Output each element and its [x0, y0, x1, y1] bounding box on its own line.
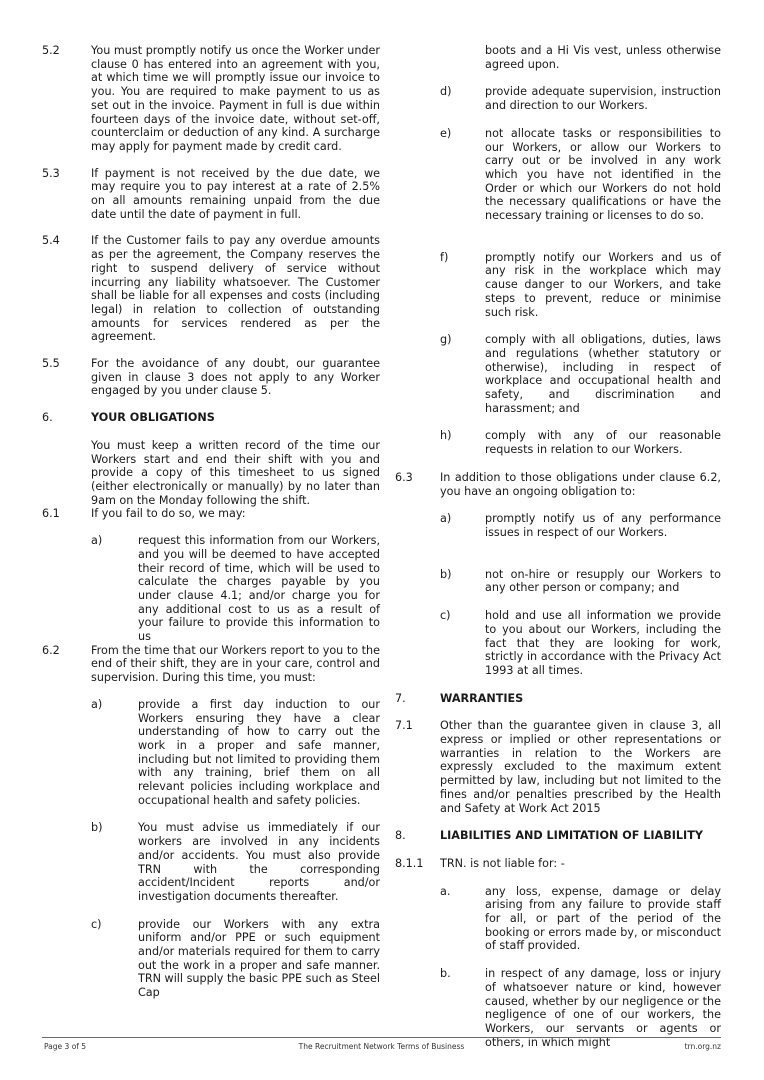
clause-6-2-c	[42, 918, 380, 1000]
clause-6-2-d	[399, 85, 721, 112]
clause-text: Other than the guarantee given in clause 3, all express or implied or other representations or warranties in relation to the Workers are expressly excluded to the maximum extent permitted by law, including but not limited to the fines and/or penalties prescribed by the Health and Safety at Work Act 2015	[440, 719, 721, 815]
clause-letter: c)	[440, 609, 451, 623]
footer-website: trn.org.nz	[684, 1042, 721, 1051]
clause-text: not on-hire or resupply our Workers to any other person or company; and	[485, 567, 721, 595]
clause-letter: h)	[440, 429, 452, 443]
clause-letter: d)	[440, 85, 452, 99]
clause-text: in respect of any damage, loss or injury of whatsoever nature or kind, however caused, whether by our negligence or the negligence of one of our workers, the Workers, our servants or agents or others, in which might	[485, 967, 721, 1049]
clause-number: 6.2	[42, 643, 60, 657]
clause-text: comply with any of our reasonable requests in relation to our Workers.	[485, 429, 721, 457]
clause-text: In addition to those obligations under clause 6.2, you have an ongoing obligation to:	[440, 470, 721, 498]
clause-6-3	[395, 470, 721, 498]
clause-number: 5.5	[42, 357, 60, 371]
clause-6-3-c	[399, 609, 721, 678]
clause-number: 7.1	[395, 719, 413, 733]
clause-text: provide a first day induction to our Workers ensuring they have a clear understanding of how to carry out the work in a proper and safe manner, including but not limited to providing them with any training, brief them on all relevant policies including workplace and occupational health and safety policies.	[138, 697, 380, 807]
clause-6-3-a	[399, 512, 721, 539]
clause-6-2-g	[399, 333, 721, 415]
clause-letter: b.	[440, 967, 451, 981]
section-heading-8	[395, 829, 721, 843]
clause-letter: b)	[440, 567, 452, 581]
left-column	[42, 44, 380, 1000]
section-number: 6.	[42, 411, 53, 425]
clause-6-1-a	[42, 534, 380, 644]
clause-text: You must advise us immediately if our workers are involved in any incidents and/or accidents. You must also provide TRN with the corresponding accident/Incident reports and/or investigation documents thereafter.	[138, 821, 380, 903]
clause-6-2-a	[42, 698, 380, 808]
clause-number: 5.2	[42, 44, 60, 57]
clause-6-intro	[42, 439, 380, 508]
clause-5-3	[42, 167, 380, 222]
clause-number: 5.4	[42, 234, 60, 248]
clause-letter: a.	[440, 884, 451, 898]
clause-text: If payment is not received by the due date, we may require you to pay interest at a rate of 2.5% on all amounts remaining unpaid from the due date until the date of payment in full.	[91, 166, 380, 221]
clause-text: not allocate tasks or responsibilities to our Workers, or allow our Workers to carry out or be involved in any work which you have not identified in the Order or which our Workers do not hold the necessary qualifications or have the necessary training or licenses to do so.	[485, 126, 721, 223]
clause-text: boots and a Hi Vis vest, unless otherwise agreed upon.	[485, 44, 721, 71]
clause-letter: c)	[91, 917, 102, 931]
clause-6-2-e	[399, 127, 721, 223]
clause-text: request this information from our Workers, and you will be deemed to have accepted their record of time, which will be used to calculate the charges payable by you under clause 4.1; and/or charge you for any additional cost to us as a result of your failure to provide this information to us	[138, 534, 380, 644]
clause-letter: g)	[440, 333, 452, 347]
clause-letter: b)	[91, 821, 103, 835]
clause-letter: a)	[91, 697, 103, 711]
clause-8-1-1	[395, 856, 721, 871]
section-title: YOUR OBLIGATIONS	[91, 411, 215, 425]
clause-text: hold and use all information we provide to you about our Workers, including the fact that they are looking for work, strictly in accordance with the Privacy Act 1993 at all times.	[485, 609, 721, 677]
clause-text: any loss, expense, damage or delay arising from any failure to provide staff for all, or part of the period of the booking or errors made by, or misconduct of staff provided.	[485, 884, 721, 953]
section-title: WARRANTIES	[440, 691, 524, 705]
clause-number: 6.3	[395, 470, 413, 484]
section-heading-7	[395, 691, 721, 706]
section-number: 8.	[395, 829, 406, 843]
section-number: 7.	[395, 691, 406, 705]
clause-letter: a)	[91, 534, 103, 548]
clause-text: For the avoidance of any doubt, our guarantee given in clause 3 does not apply to any Worker engaged by you under clause 5.	[91, 357, 380, 398]
clause-6-2-f	[399, 251, 721, 320]
clause-text: You must promptly notify us once the Worker under clause 0 has entered into an agreement with you, at which time we will promptly issue our invoice to you. You are required to make payment to us as set out in the invoice. Payment in full is due within fourteen days of the invoice date, without set-off, counterclaim or deduction of any kind. A surcharge may apply for payment made by credit card.	[91, 44, 380, 153]
clause-letter: e)	[440, 126, 452, 140]
clause-text: promptly notify us of any performance issues in respect of our Workers.	[485, 512, 721, 539]
clause-7-1	[395, 719, 721, 815]
clause-text: If the Customer fails to pay any overdue amounts as per the agreement, the Company reserves the right to suspend delivery of service without incurring any liability whatsoever. The Customer shall be liable for all expenses and costs (including legal) in relation to collection of outstanding amounts for services rendered as per the agreement.	[91, 234, 380, 344]
footer-document-title: The Recruitment Network Terms of Business	[298, 1042, 465, 1051]
page-number: Page 3 of 5	[44, 1042, 87, 1051]
clause-6-2-b	[42, 821, 380, 903]
clause-letter: a)	[440, 512, 452, 526]
page-footer	[42, 1037, 721, 1051]
clause-number: 6.1	[42, 507, 60, 521]
clause-6-3-b	[399, 568, 721, 595]
clause-6-2	[42, 644, 380, 685]
section-title: LIABILITIES AND LIMITATION OF LIABILITY	[440, 829, 703, 843]
clause-text: promptly notify our Workers and us of any risk in the workplace which may cause danger to our Workers, and take steps to prevent, reduce or minimise such risk.	[485, 250, 721, 319]
clause-text: TRN. is not liable for: -	[440, 856, 565, 870]
clause-text: From the time that our Workers report to you to the end of their shift, they are in your care, control and supervision. During this time, you must:	[91, 643, 380, 685]
clause-text: provide adequate supervision, instruction and direction to our Workers.	[485, 85, 721, 113]
clause-number: 8.1.1	[395, 856, 424, 870]
clause-6-1	[42, 507, 380, 521]
clause-6-2-c-continued	[399, 44, 721, 71]
right-column	[395, 44, 721, 1049]
clause-8-1-1-a	[399, 885, 721, 954]
clause-number: 5.3	[42, 166, 60, 180]
clause-text: comply with all obligations, duties, laws and regulations (whether statutory or otherwise), including in respect of workplace and occupational health and safety, and discrimination and harassment; and	[485, 333, 721, 415]
clause-text: You must keep a written record of the time our Workers start and end their shift with you and provide a copy of this timesheet to us signed (either electronically or manually) by no later than 9am on the Monday following the shift.	[91, 438, 380, 507]
clause-letter: f)	[440, 250, 449, 264]
section-heading-6	[42, 411, 380, 425]
clause-5-5	[42, 357, 380, 398]
clause-5-2	[42, 44, 380, 154]
clause-text: If you fail to do so, we may:	[91, 507, 246, 521]
clause-text: provide our Workers with any extra uniform and/or PPE or such equipment and/or materials required for them to carry out the work in a proper and safe manner. TRN will supply the basic PPE such as Steel Cap	[138, 917, 380, 1000]
clause-6-2-h	[399, 429, 721, 456]
clause-5-4	[42, 234, 380, 344]
